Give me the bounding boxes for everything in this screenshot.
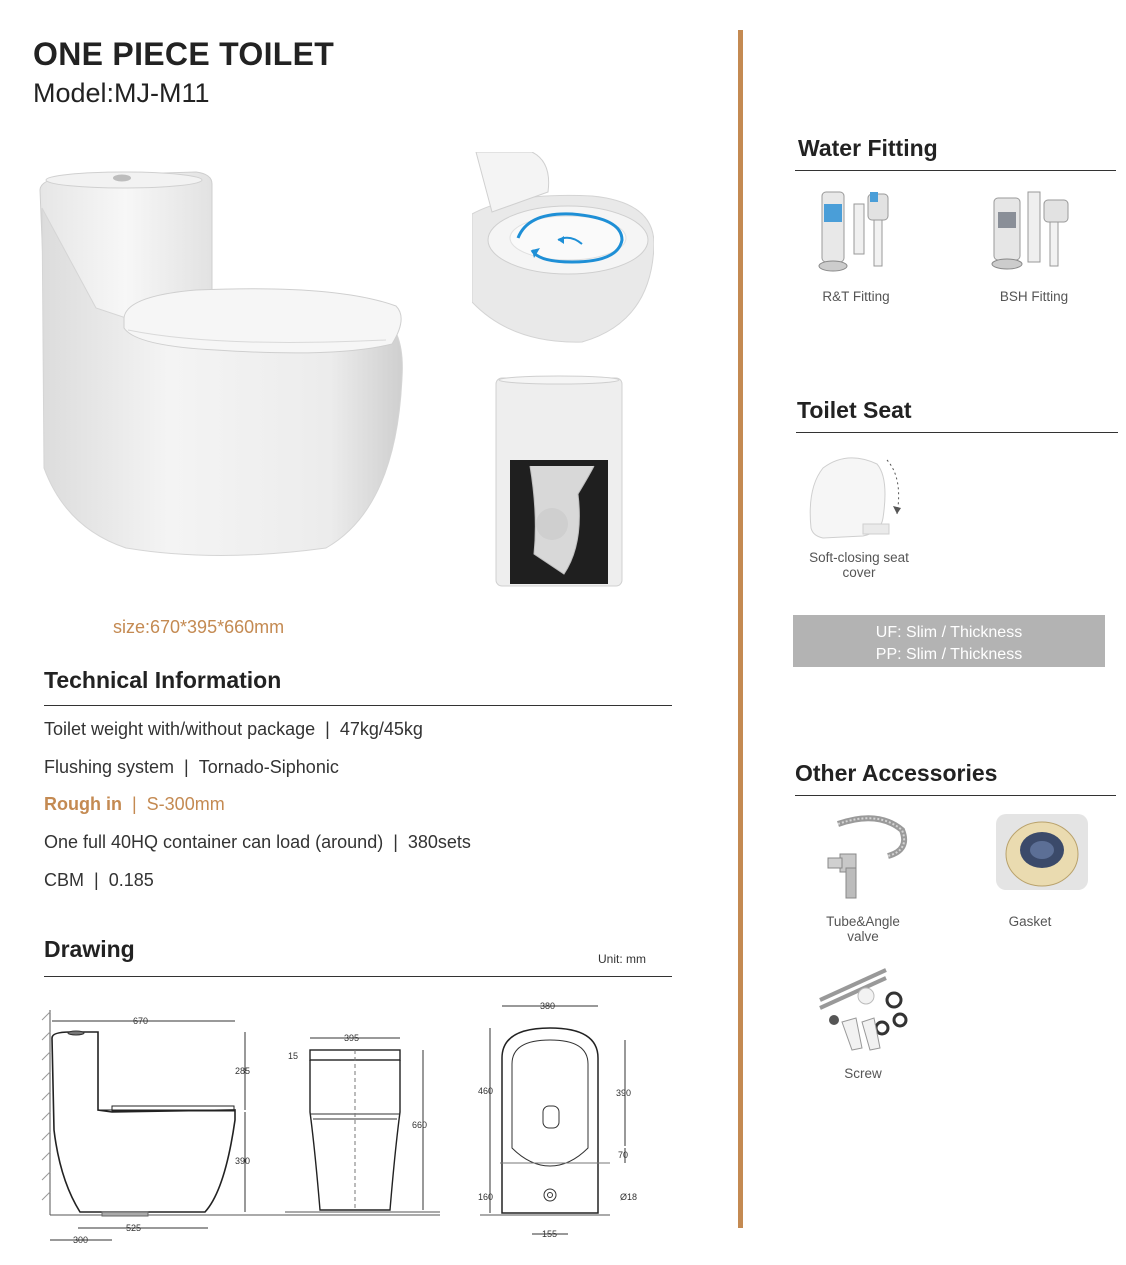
tech-value: Tornado-Siphonic bbox=[198, 757, 339, 777]
toilet-seat-title: Toilet Seat bbox=[797, 397, 912, 423]
tech-sep: | bbox=[393, 832, 398, 852]
dim-front-height: 660 bbox=[412, 1120, 428, 1130]
dim-front-lid: 15 bbox=[288, 1051, 299, 1061]
dim-front-width: 395 bbox=[344, 1033, 360, 1043]
screw-icon bbox=[816, 966, 912, 1064]
technical-divider bbox=[44, 705, 672, 706]
bsh-fitting-caption: BSH Fitting bbox=[999, 289, 1069, 304]
unit-label: Unit: mm bbox=[598, 952, 646, 966]
drawing-divider bbox=[44, 976, 672, 977]
dim-top-rear: 160 bbox=[478, 1192, 494, 1202]
tech-value: S-300mm bbox=[146, 794, 225, 814]
seat-spec-box bbox=[793, 615, 1105, 667]
dim-side-rough: 300 bbox=[73, 1235, 89, 1245]
tech-value: 0.185 bbox=[108, 870, 154, 890]
tech-row-cbm bbox=[44, 870, 154, 891]
gasket-caption: Gasket bbox=[1008, 914, 1052, 929]
tech-sep: | bbox=[131, 794, 137, 814]
tech-label: Rough in bbox=[44, 794, 122, 814]
screw-caption: Screw bbox=[844, 1066, 882, 1081]
tech-label: One full 40HQ container can load (around) bbox=[44, 832, 384, 852]
tube-angle-valve-icon bbox=[818, 810, 910, 904]
toilet-main-photo bbox=[36, 168, 436, 583]
other-accessories-divider bbox=[795, 795, 1116, 796]
tech-label: Toilet weight with/without package bbox=[44, 719, 316, 739]
gasket-icon bbox=[996, 814, 1088, 894]
dim-top-width: 380 bbox=[540, 1001, 556, 1011]
tech-value: 47kg/45kg bbox=[339, 719, 423, 739]
tube-angle-valve-caption bbox=[808, 914, 918, 944]
front-view-drawing bbox=[285, 1030, 445, 1220]
soft-close-seat-icon bbox=[803, 448, 915, 544]
dim-top-offset: 70 bbox=[618, 1150, 629, 1160]
dim-top-inner: 390 bbox=[616, 1088, 632, 1098]
dim-side-base: 525 bbox=[126, 1223, 142, 1233]
dim-side-tank-height: 285 bbox=[235, 1066, 251, 1076]
tech-row-container bbox=[44, 832, 471, 853]
dim-top-base: 155 bbox=[542, 1229, 558, 1239]
rt-fitting-icon bbox=[814, 184, 900, 276]
tube-caption-line1: Tube&Angle bbox=[826, 914, 900, 929]
soft-close-seat-caption bbox=[796, 550, 922, 580]
toilet-seat-divider bbox=[796, 432, 1118, 433]
tech-row-flushing bbox=[44, 757, 339, 778]
technical-info-title: Technical Information bbox=[44, 667, 282, 693]
other-accessories-title: Other Accessories bbox=[795, 760, 998, 786]
drawing-title: Drawing bbox=[44, 936, 135, 962]
top-view-drawing bbox=[470, 998, 670, 1243]
size-label: size:670*395*660mm bbox=[113, 617, 285, 637]
tube-caption-line2: valve bbox=[847, 929, 879, 944]
dim-top-depth: 460 bbox=[478, 1086, 494, 1096]
water-fitting-title: Water Fitting bbox=[798, 135, 938, 161]
tech-sep: | bbox=[94, 870, 99, 890]
tech-sep: | bbox=[325, 719, 330, 739]
tornado-bowl-photo bbox=[472, 152, 654, 344]
tech-row-rough-in bbox=[44, 794, 225, 815]
page-title: ONE PIECE TOILET bbox=[33, 36, 335, 72]
rt-fitting-caption: R&T Fitting bbox=[822, 289, 890, 304]
dim-top-hole: Ø18 bbox=[620, 1192, 638, 1202]
tech-row-weight bbox=[44, 719, 423, 740]
tech-value: 380sets bbox=[407, 832, 471, 852]
seat-caption-line1: Soft-closing seat bbox=[809, 550, 909, 565]
bsh-fitting-icon bbox=[986, 184, 1076, 276]
cutaway-photo bbox=[494, 374, 624, 588]
column-divider bbox=[738, 30, 743, 1228]
model-number: Model:MJ-M11 bbox=[33, 78, 210, 108]
seat-caption-line2: cover bbox=[842, 565, 876, 580]
dim-side-length: 670 bbox=[133, 1016, 149, 1026]
tech-sep: | bbox=[184, 757, 189, 777]
tech-label: CBM bbox=[44, 870, 84, 890]
spec-uf: UF: Slim / Thickness bbox=[875, 624, 1023, 641]
dim-side-bowl-height: 390 bbox=[235, 1156, 251, 1166]
spec-pp: PP: Slim / Thickness bbox=[875, 646, 1023, 663]
tech-label: Flushing system bbox=[44, 757, 175, 777]
water-fitting-divider bbox=[795, 170, 1116, 171]
